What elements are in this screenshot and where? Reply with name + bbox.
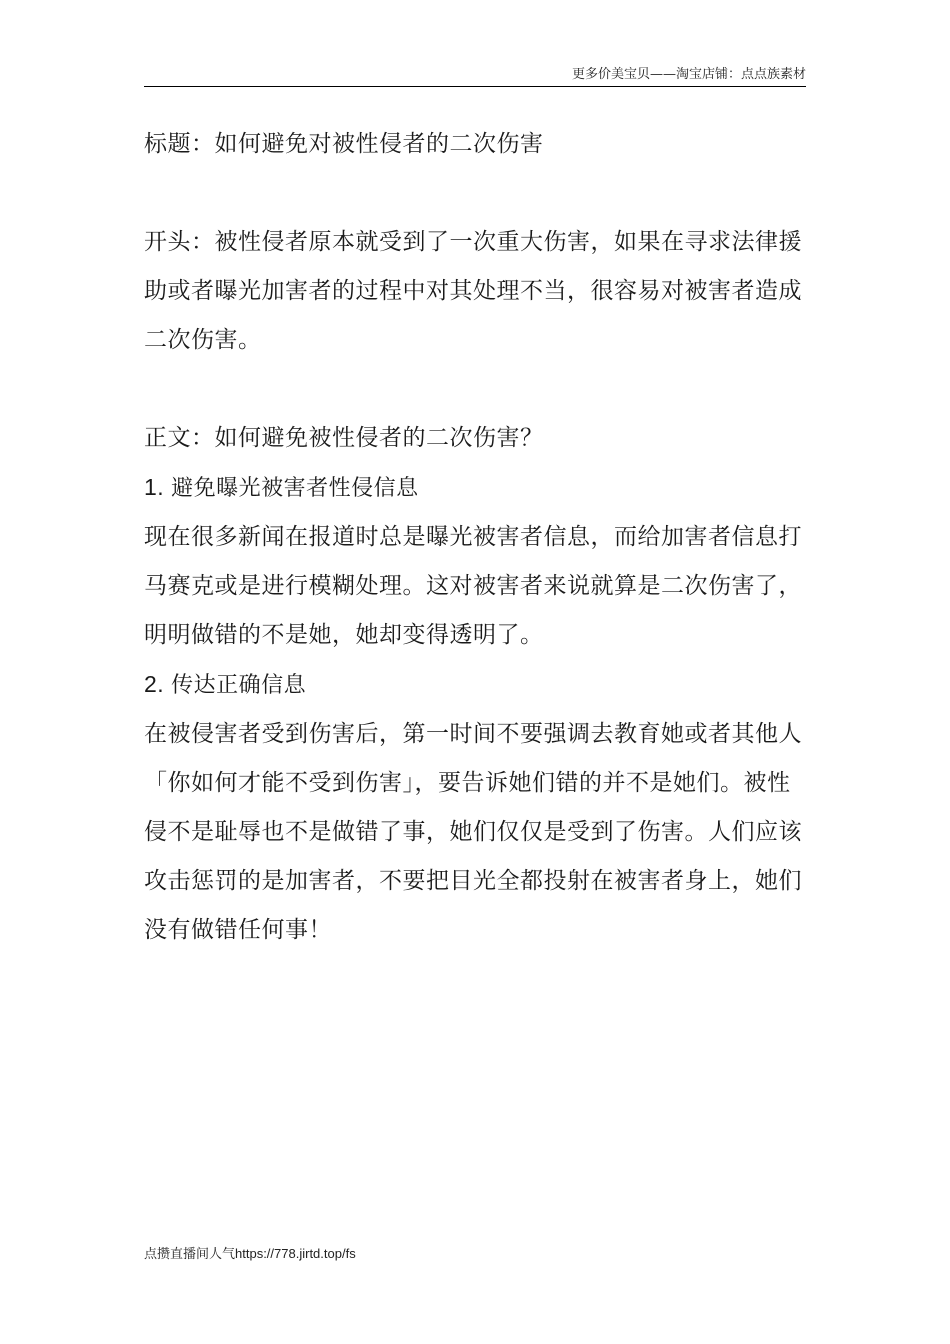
document-body [144, 120, 806, 955]
section-heading [144, 463, 806, 513]
section-heading-text: 传达正确信息 [171, 673, 307, 698]
section-number: 2. [144, 671, 165, 697]
intro-paragraph: 开头：被性侵者原本就受到了一次重大伤害，如果在寻求法律援助或者曝光加害者的过程中对其处理不当，很容易对被害者造成二次伤害。 [144, 229, 802, 353]
body-heading: 正文：如何避免被性侵者的二次伤害？ [144, 425, 544, 451]
spacer [144, 365, 806, 414]
section-heading [144, 660, 806, 710]
section-number: 1. [144, 474, 165, 500]
footer-label: 点攒直播间人气 [144, 1247, 236, 1262]
document-title: 标题：如何避免对被性侵者的二次伤害 [144, 131, 544, 157]
spacer [144, 169, 806, 218]
footer-link[interactable]: https://778.jirtd.top/fs [235, 1246, 356, 1261]
section-paragraph: 在被侵害者受到伤害后，第一时间不要强调去教育她或者其他人「你如何才能不受到伤害」，要告诉她们错的并不是她们。被性侵不是耻辱也不是做错了事，她们仅仅是受到了伤害。人们应该攻击惩罚的是加害者，不要把目光全都投射在被害者身上，她们没有做错任何事！ [144, 721, 802, 943]
header-text: 更多价美宝贝——淘宝店铺：点点族素材 [571, 67, 806, 82]
page-footer [144, 1244, 356, 1265]
section-heading-text: 避免曝光被害者性侵信息 [171, 476, 419, 501]
section-paragraph: 现在很多新闻在报道时总是曝光被害者信息，而给加害者信息打马赛克或是进行模糊处理。这对被害者来说就算是二次伤害了，明明做错的不是她，她却变得透明了。 [144, 524, 802, 648]
page-header [144, 64, 806, 87]
